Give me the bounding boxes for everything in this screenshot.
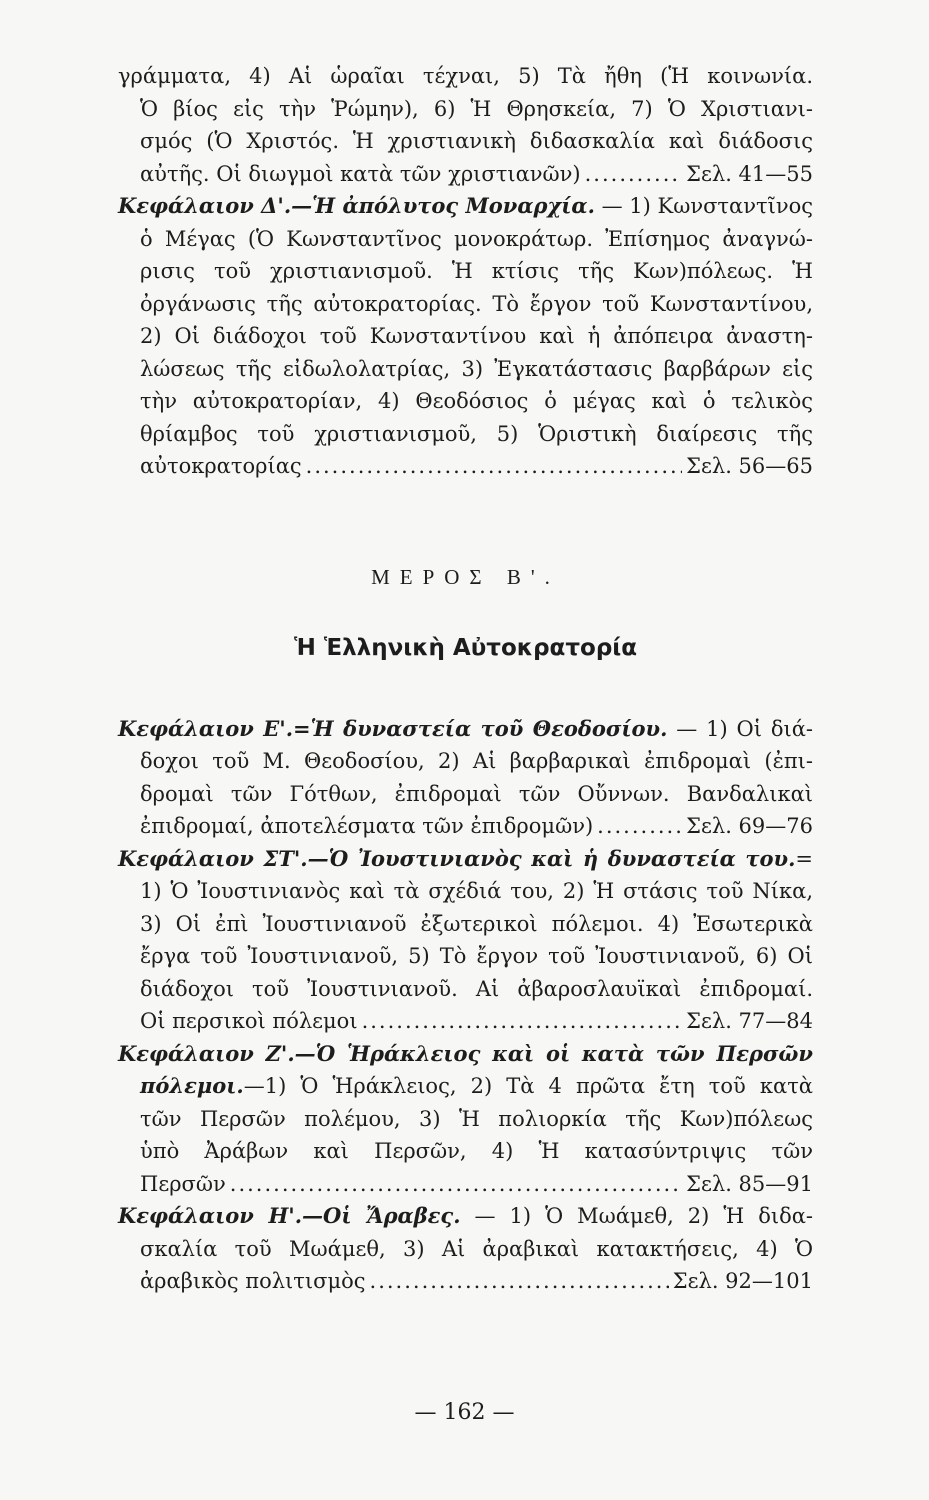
toc-line: γράμματα, 4) Αἱ ὡραῖαι τέχναι, 5) Τὰ ἤθη (Ἡ κοινωνία. [118,64,813,88]
chapter-text: — 1) Οἱ διά- [676,716,813,741]
toc-line: τῶν Περσῶν πολέμου, 3) Ἡ πολιορκία τῆς Κων)πόλεως [140,1106,813,1131]
toc-line: δοχοι τοῦ Μ. Θεοδοσίου, 2) Αἱ βαρβαρικαὶ ἐπιδρομαὶ (ἐπι- [140,749,813,773]
toc-line: θρίαμβος τοῦ χριστιανισμοῦ, 5) Ὁριστικὴ διαίρεσις τῆς [140,421,813,446]
chapter-label: Κεφάλαιον Η'. [118,1203,303,1228]
chapter-label: Κεφάλαιον Ζ'. [118,1040,295,1066]
chapter-label: Κεφάλαιον ΣΤ'. [118,845,308,871]
toc-line: ρισις τοῦ χριστιανισμοῦ. Ἡ κτίσις τῆς Κων)πόλεως. Ἡ [140,259,813,283]
chapter-heading-z [118,1038,813,1071]
toc-page-ref: Σελ. 77—84 [686,1009,813,1033]
toc-entry-text: Οἱ περσικοὶ πόλεμοι [140,1009,358,1033]
chapter-text: —1) Ὁ Ἡράκλειος, 2) Τὰ 4 πρῶτα ἔτη τοῦ κατὰ [243,1074,813,1098]
toc-page-ref: Σελ. 85—91 [686,1171,813,1196]
chapter-title: —Ὁ Ἰουστινιανὸς καὶ ἡ δυναστεία του. [307,845,796,871]
toc-entry-end [118,810,813,843]
leader-dots [230,1168,682,1201]
chapter-heading-z-cont [118,1070,813,1103]
chapter-title: —Οἱ Ἄραβες. [302,1203,461,1228]
chapter-heading-h [118,1200,813,1233]
toc-page-ref: Σελ. 92—101 [672,1269,813,1293]
chapter-title: —Ὁ Ἡράκλειος καὶ οἱ κατὰ τῶν Περσῶν [294,1040,813,1066]
toc-line: ὀργάνωσις τῆς αὐτοκρατορίας. Τὸ ἔργον τοῦ Κωνσταντίνου, [140,291,813,316]
page-number: — 162 — [414,1400,515,1425]
toc-line: 2) Οἱ διάδοχοι τοῦ Κωνσταντίνου καὶ ἡ ἀπόπειρα ἀναστη- [140,324,813,348]
chapter-heading-d [118,190,813,223]
toc-line: ὑπὸ Ἀράβων καὶ Περσῶν, 4) Ἡ κατασύντριψις τῶν [140,1139,813,1163]
page-body [118,60,813,1298]
leader-dots [597,810,682,843]
toc-entry-end [118,158,813,191]
toc-line: λώσεως τῆς εἰδωλολατρίας, 3) Ἐγκατάστασις βαρβάρων εἰς [140,356,813,381]
toc-line: Ὁ βίος εἰς τὴν Ῥώμην), 6) Ἡ Θρησκεία, 7) Ὁ Χριστιανι- [140,96,813,121]
toc-line: 3) Οἱ ἐπὶ Ἰουστινιανοῦ ἐξωτερικοὶ πόλεμοι. 4) Ἐσωτερικὰ [140,911,813,936]
toc-entry-text: Περσῶν [140,1171,226,1196]
toc-line: σμός (Ὁ Χριστός. Ἡ χριστιανικὴ διδασκαλία καὶ διάδοσις [140,129,813,153]
chapter-text: — 1) Ὁ Μωάμεθ, 2) Ἡ διδα- [474,1204,813,1228]
leader-dots [306,450,683,483]
toc-entry-end [118,1265,813,1298]
toc-line: 1) Ὁ Ἰουστινιανὸς καὶ τὰ σχέδιά του, 2) Ἡ στάσις τοῦ Νίκα, [140,879,813,903]
toc-entry-text: αὐτῆς. Οἱ διωγμοὶ κατὰ τῶν χριστιανῶν) [140,161,581,186]
toc-line: δρομαὶ τῶν Γότθων, ἐπιδρομαὶ τῶν Οὔννων. Βανδαλικαὶ [140,781,813,806]
toc-line: διάδοχοι τοῦ Ἰουστινιανοῦ. Αἱ ἀβαροσλαυϊκαὶ ἐπιδρομαί. [140,976,813,1001]
chapter-label: Κεφάλαιον Ε'. [118,715,294,741]
toc-entry-end [118,1005,813,1038]
chapter-title: =Ἡ δυναστεία τοῦ Θεοδοσίου. [293,715,668,741]
toc-page-ref: Σελ. 56—65 [686,454,813,478]
chapter-title: —Ἡ ἀπόλυτος Μοναρχία. [291,193,595,218]
toc-page-ref: Σελ. 69—76 [686,814,813,838]
chapter-label: Κεφάλαιον Δ'. [118,193,292,218]
chapter-text: — 1) Κωνσταντῖνος [601,194,814,218]
leader-dots [585,158,683,191]
chapter-text: = [795,846,813,871]
section-title: Ἡ Ἑλληνικὴ Αὐτοκρατορία [293,634,638,661]
chapter-title-cont: πόλεμοι. [140,1073,244,1098]
toc-entry-text: ἐπιδρομαί, ἀποτελέσματα τῶν ἐπιδρομῶν) [140,814,594,838]
toc-entry-end [118,450,813,483]
toc-entry-text: ἀραβικὸς πολιτισμὸς [140,1269,366,1293]
toc-line: ὁ Μέγας (Ὁ Κωνσταντῖνος μονοκράτωρ. Ἐπίσημος ἀναγνώ- [140,226,813,251]
leader-dots [362,1005,683,1038]
toc-line: τὴν αὐτοκρατορίαν, 4) Θεοδόσιος ὁ μέγας καὶ ὁ τελικὸς [140,389,813,413]
leader-dots [370,1265,669,1298]
toc-line: σκαλία τοῦ Μωάμεθ, 3) Αἱ ἀραβικαὶ κατακτήσεις, 4) Ὁ [140,1236,813,1261]
part-heading: ΜΕΡΟΣ Β'. [371,564,560,589]
chapter-heading-st [118,843,813,876]
chapter-heading-e [118,713,813,746]
toc-page-ref: Σελ. 41—55 [686,161,813,186]
toc-line: ἔργα τοῦ Ἰουστινιανοῦ, 5) Τὸ ἔργον τοῦ Ἰουστινιανοῦ, 6) Οἱ [140,944,813,968]
toc-entry-end [118,1168,813,1201]
toc-entry-text: αὐτοκρατορίας [140,454,302,478]
